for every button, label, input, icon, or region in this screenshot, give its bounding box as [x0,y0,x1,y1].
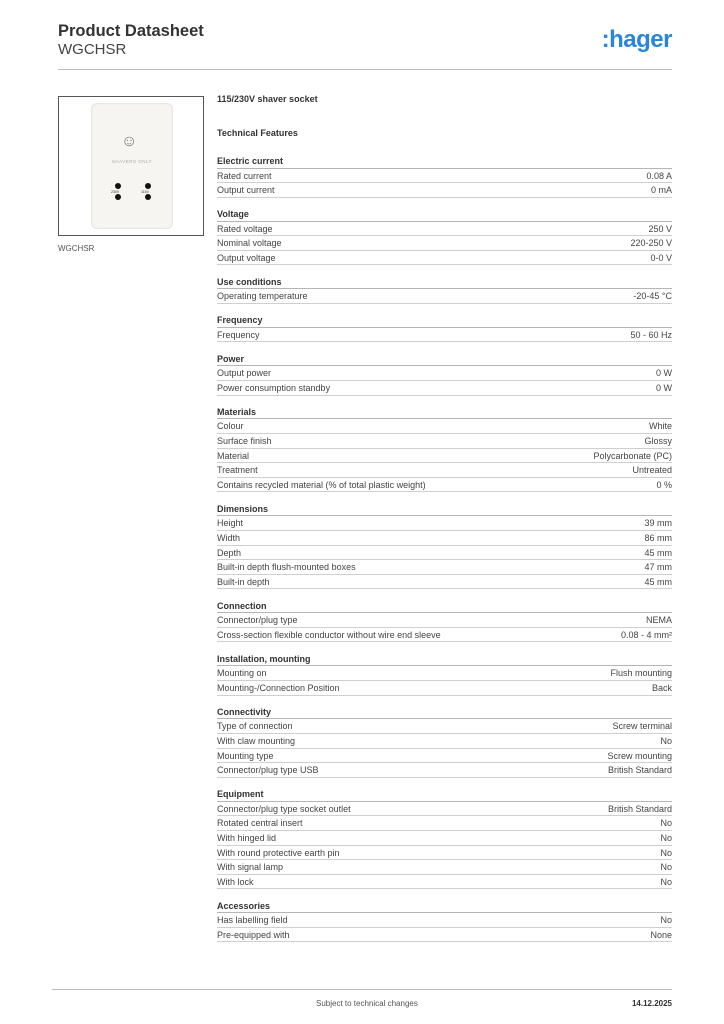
spec-label: Rated voltage [217,223,273,234]
spec-label: Depth [217,547,242,558]
spec-label: Connector/plug type [217,615,298,626]
spec-section [217,352,672,396]
spec-value: Untreated [632,465,672,476]
footer-date: 14.12.2025 [631,999,672,1008]
spec-value: No [660,832,672,843]
spec-value: 39 mm [644,518,672,529]
shaver-face-icon: ☺ [121,133,138,150]
spec-value: 0-0 V [650,252,672,263]
spec-label: Mounting-/Connection Position [217,682,340,693]
spec-value: -20-45 °C [633,291,672,302]
spec-label: Contains recycled material (% of total plastic weight) [217,479,426,490]
spec-row [217,831,672,846]
spec-section [217,502,672,590]
faceplate-text: SHAVERS ONLY [111,159,153,164]
spec-row [217,183,672,198]
pin-hole [115,183,121,189]
spec-value: 50 - 60 Hz [630,329,672,340]
spec-label: Colour [217,421,244,432]
spec-label: Connector/plug type USB [217,765,319,776]
spec-row [217,516,672,531]
pin-hole [145,183,151,189]
section-title: Materials [217,405,672,420]
spec-value: No [660,847,672,858]
spec-label: Built-in depth flush-mounted boxes [217,562,356,573]
spec-section [217,899,672,943]
spec-row [217,802,672,817]
spec-label: Output power [217,368,272,379]
spec-label: With claw mounting [217,736,296,747]
pin-left-label: 230V [111,190,120,194]
spec-value: 47 mm [644,562,672,573]
section-title: Power [217,352,672,367]
socket-pins-left [113,183,123,201]
footer-divider [52,989,672,990]
spec-value: None [650,929,672,940]
image-caption: WGCHSR [58,244,95,253]
spec-value: Polycarbonate (PC) [593,450,672,461]
spec-row [217,434,672,449]
spec-row [217,913,672,928]
spec-label: With lock [217,876,254,887]
spec-row [217,928,672,943]
spec-value: 0 W [655,382,672,393]
spec-label: Type of connection [217,721,293,732]
section-title: Use conditions [217,275,672,290]
footer-note: Subject to technical changes [316,999,418,1008]
spec-value: No [660,818,672,829]
spec-value: 0.08 A [646,170,672,181]
spec-section [217,154,672,198]
spec-label: Treatment [217,465,258,476]
section-title: Accessories [217,899,672,914]
section-title: Connection [217,599,672,614]
spec-row [217,478,672,493]
spec-row [217,449,672,464]
spec-section [217,787,672,889]
spec-row [217,846,672,861]
spec-row [217,251,672,266]
spec-row [217,419,672,434]
spec-label: Power consumption standby [217,382,331,393]
spec-section [217,275,672,304]
spec-label: With round protective earth pin [217,847,340,858]
socket-faceplate [91,103,173,229]
spec-value: British Standard [607,803,672,814]
spec-row [217,763,672,778]
spec-value: 86 mm [644,532,672,543]
section-title: Installation, mounting [217,652,672,667]
spec-row [217,328,672,343]
spec-value: No [660,736,672,747]
spec-row [217,681,672,696]
spec-section [217,652,672,696]
spec-label: Surface finish [217,436,272,447]
spec-row [217,381,672,396]
spec-value: Screw terminal [612,721,672,732]
section-title: Voltage [217,207,672,222]
spec-row [217,860,672,875]
spec-value: 250 V [648,223,672,234]
pin-right-label: 115V [141,190,149,194]
spec-row [217,463,672,478]
product-code: WGCHSR [58,41,127,58]
spec-label: Connector/plug type socket outlet [217,803,351,814]
spec-label: Mounting on [217,668,267,679]
spec-label: Cross-section flexible conductor without wire end sleeve [217,629,441,640]
spec-value: 0 mA [650,185,672,196]
spec-label: Built-in depth [217,576,270,587]
spec-value: 45 mm [644,547,672,558]
spec-label: Pre-equipped with [217,929,290,940]
document-title: Product Datasheet [58,22,204,40]
spec-value: NEMA [645,615,672,626]
spec-value: White [648,421,672,432]
spec-value: 0 W [655,368,672,379]
spec-label: Rotated central insert [217,818,303,829]
spec-row [217,749,672,764]
spec-row [217,816,672,831]
spec-label: Rated current [217,170,272,181]
spec-row [217,366,672,381]
pin-hole [115,194,121,200]
spec-row [217,289,672,304]
technical-features-heading: Technical Features [217,128,298,138]
spec-label: Has labelling field [217,915,288,926]
spec-label: Frequency [217,329,260,340]
spec-row [217,734,672,749]
spec-label: Width [217,532,241,543]
spec-label: With signal lamp [217,862,284,873]
spec-label: Output voltage [217,252,276,263]
spec-label: Operating temperature [217,291,308,302]
spec-section [217,313,672,342]
spec-label: Mounting type [217,750,274,761]
product-description: 115/230V shaver socket [217,94,318,104]
spec-section [217,405,672,493]
spec-value: No [660,876,672,887]
pin-hole [145,194,151,200]
spec-value: 0.08 - 4 mm² [620,629,672,640]
section-title: Connectivity [217,705,672,720]
spec-row [217,222,672,237]
spec-row [217,613,672,628]
section-title: Electric current [217,154,672,169]
section-title: Frequency [217,313,672,328]
spec-label: Material [217,450,250,461]
spec-value: Screw mounting [607,750,672,761]
spec-value: Glossy [644,436,672,447]
hager-logo: :hager [601,26,672,53]
spec-row [217,719,672,734]
spec-value: Flush mounting [610,668,672,679]
spec-row [217,875,672,890]
spec-section [217,599,672,643]
spec-label: Output current [217,185,275,196]
spec-row [217,546,672,561]
product-image [58,96,204,236]
spec-label: Height [217,518,244,529]
section-title: Equipment [217,787,672,802]
spec-row [217,531,672,546]
spec-section [217,207,672,265]
spec-row [217,560,672,575]
spec-label: Nominal voltage [217,238,282,249]
spec-value: 0 % [656,479,672,490]
spec-value: 45 mm [644,576,672,587]
spec-section [217,705,672,778]
spec-value: British Standard [607,765,672,776]
spec-label: With hinged lid [217,832,277,843]
spec-value: No [660,862,672,873]
spec-row [217,575,672,590]
spec-row [217,628,672,643]
page-header [58,22,672,70]
spec-row [217,666,672,681]
spec-value: 220-250 V [630,238,672,249]
socket-pins-right [143,183,153,201]
spec-row [217,169,672,184]
spec-value: Back [651,682,672,693]
spec-row [217,236,672,251]
section-title: Dimensions [217,502,672,517]
spec-value: No [660,915,672,926]
